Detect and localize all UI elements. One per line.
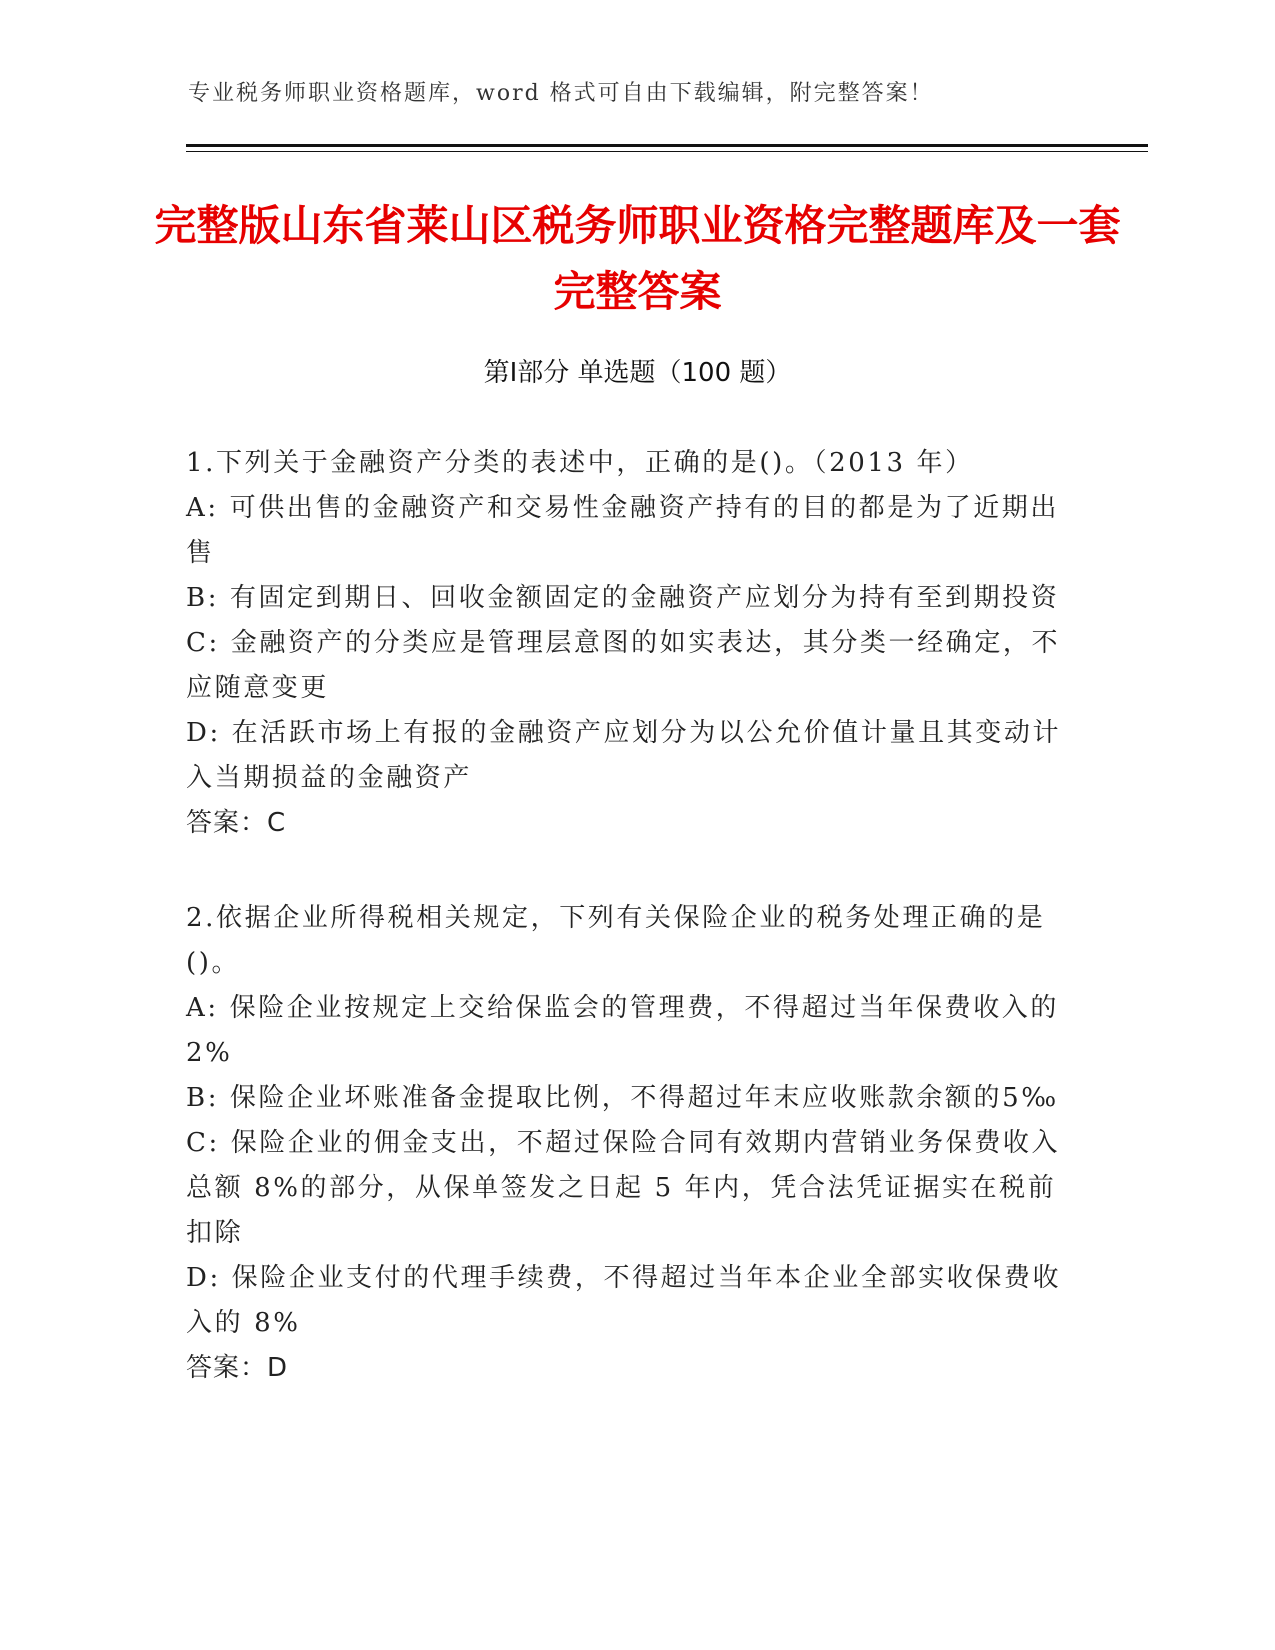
question-stem: 1.下列关于金融资产分类的表述中，正确的是()。（2013 年） [186,448,974,478]
header-rule-thick [186,144,1148,147]
option-d: D: 保险企业支付的代理手续费，不得超过当年本企业全部实收保费收入的 8% [186,1263,1062,1338]
answer-line: 答案：D [186,1353,289,1383]
question-block-2 [186,896,1066,1391]
document-title: 完整版山东省莱山区税务师职业资格完整题库及一套完整答案 [154,201,1121,316]
section-heading: 第Ⅰ部分 单选题（100 题） [483,358,792,388]
option-a: A: 可供出售的金融资产和交易性金融资产持有的目的都是为了近期出售 [186,493,1060,568]
answer-line: 答案：C [186,808,287,838]
page-header: 专业税务师职业资格题库，word 格式可自由下载编辑，附完整答案！ [188,81,934,106]
option-d: D: 在活跃市场上有报的金融资产应划分为以公允价值计量且其变动计入当期损益的金融资产 [186,718,1062,793]
question-stem: 2.依据企业所得税相关规定，下列有关保险企业的税务处理正确的是()。 [186,903,1046,978]
option-c: C: 保险企业的佣金支出，不超过保险合同有效期内营销业务保费收入总额 8%的部分，从保单签发之日起 5 年内，凭合法凭证据实在税前扣除 [186,1128,1061,1248]
option-c: C: 金融资产的分类应是管理层意图的如实表达，其分类一经确定，不应随意变更 [186,628,1061,703]
question-block-1 [186,441,1066,846]
option-a: A: 保险企业按规定上交给保监会的管理费，不得超过当年保费收入的2% [186,993,1060,1068]
option-b: B: 有固定到期日、回收金额固定的金融资产应划分为持有至到期投资 [186,583,1060,613]
option-b: B: 保险企业坏账准备金提取比例，不得超过年末应收账款余额的5‰ [186,1083,1059,1113]
header-rule-thin [186,151,1148,152]
